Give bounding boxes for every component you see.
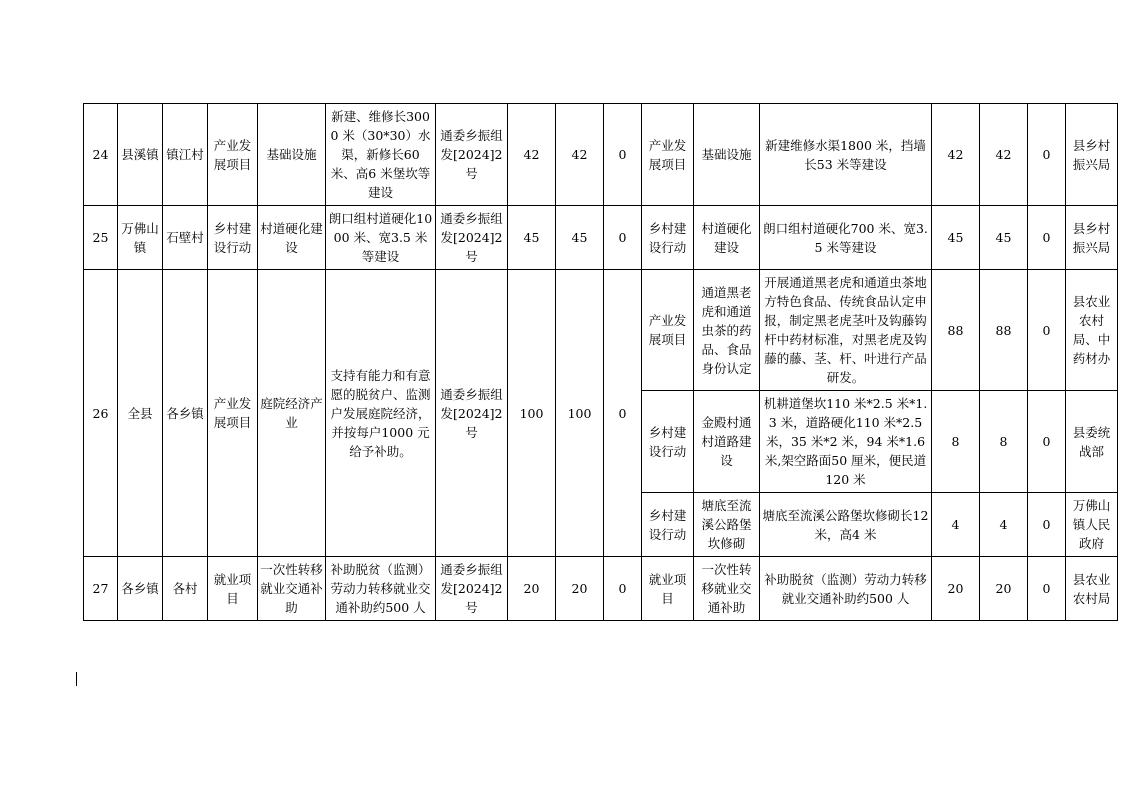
cell-sub-amount3: 0 (1028, 493, 1066, 557)
cell-town: 全县 (118, 270, 163, 557)
cell-sub-amount3: 0 (1028, 557, 1066, 621)
cell-subcategory: 一次性转移就业交通补助 (258, 557, 326, 621)
cell-sub-amount2: 45 (980, 206, 1028, 270)
cell-amount1: 100 (508, 270, 556, 557)
cell-sub-category: 就业项目 (642, 557, 694, 621)
cell-town: 县溪镇 (118, 104, 163, 206)
cell-sub-amount3: 0 (1028, 206, 1066, 270)
cell-sub-subcategory: 通道黑老虎和通道虫茶的药品、食品身份认定 (694, 270, 760, 391)
cell-sub-category: 产业发展项目 (642, 270, 694, 391)
cell-sub-amount1: 88 (932, 270, 980, 391)
cell-seq: 25 (84, 206, 118, 270)
cell-category: 乡村建设行动 (208, 206, 258, 270)
cell-seq: 24 (84, 104, 118, 206)
cell-amount1: 45 (508, 206, 556, 270)
cell-sub-unit: 县农业农村局、中药材办 (1066, 270, 1118, 391)
cell-town: 各乡镇 (118, 557, 163, 621)
cell-amount3: 0 (604, 206, 642, 270)
cell-subcategory: 村道硬化建设 (258, 206, 326, 270)
cell-amount3: 0 (604, 270, 642, 557)
cell-sub-amount3: 0 (1028, 391, 1066, 493)
cell-content: 补助脱贫（监测）劳动力转移就业交通补助约500 人 (326, 557, 436, 621)
project-plan-table (83, 103, 1118, 621)
cell-doc-no: 通委乡振组发[2024]2 号 (436, 206, 508, 270)
cell-sub-subcategory: 基础设施 (694, 104, 760, 206)
cell-sub-content: 机耕道堡坎110 米*2.5 米*1.3 米，道路硬化110 米*2.5 米，35 米*2 米，94 米*1.6 米,架空路面50 厘米，便民道120 米 (760, 391, 932, 493)
cell-sub-unit: 万佛山镇人民政府 (1066, 493, 1118, 557)
cell-village: 各村 (163, 557, 208, 621)
cell-sub-amount2: 88 (980, 270, 1028, 391)
cell-sub-subcategory: 村道硬化建设 (694, 206, 760, 270)
cell-sub-subcategory: 金殿村通村道路建设 (694, 391, 760, 493)
cell-sub-amount1: 4 (932, 493, 980, 557)
cell-sub-unit: 县农业农村局 (1066, 557, 1118, 621)
cell-sub-category: 乡村建设行动 (642, 493, 694, 557)
cell-town: 万佛山镇 (118, 206, 163, 270)
cell-sub-content: 补助脱贫（监测）劳动力转移就业交通补助约500 人 (760, 557, 932, 621)
cell-sub-amount1: 20 (932, 557, 980, 621)
table-row (84, 206, 1118, 270)
cell-sub-content: 朗口组村道硬化700 米、宽3.5 米等建设 (760, 206, 932, 270)
cell-doc-no: 通委乡振组发[2024]2 号 (436, 557, 508, 621)
cell-sub-unit: 县乡村振兴局 (1066, 104, 1118, 206)
cell-sub-content: 开展通道黑老虎和通道虫茶地方特色食品、传统食品认定申报，制定黑老虎茎叶及钩藤钩杆中药材标准，对黑老虎及钩藤的藤、茎、杆、叶进行产品研发。 (760, 270, 932, 391)
cell-amount2: 100 (556, 270, 604, 557)
cell-village: 镇江村 (163, 104, 208, 206)
table-row (84, 557, 1118, 621)
cell-sub-amount3: 0 (1028, 104, 1066, 206)
cell-amount3: 0 (604, 104, 642, 206)
cell-amount1: 20 (508, 557, 556, 621)
cell-village: 各乡镇 (163, 270, 208, 557)
cell-sub-amount2: 8 (980, 391, 1028, 493)
cell-sub-subcategory: 一次性转移就业交通补助 (694, 557, 760, 621)
cell-category: 就业项目 (208, 557, 258, 621)
cell-sub-category: 乡村建设行动 (642, 391, 694, 493)
cell-sub-subcategory: 塘底至流溪公路堡坎修砌 (694, 493, 760, 557)
cell-sub-category: 乡村建设行动 (642, 206, 694, 270)
cell-subcategory: 庭院经济产业 (258, 270, 326, 557)
cell-sub-amount2: 4 (980, 493, 1028, 557)
cell-sub-category: 产业发展项目 (642, 104, 694, 206)
cell-doc-no: 通委乡振组发[2024]2 号 (436, 270, 508, 557)
cell-category: 产业发展项目 (208, 104, 258, 206)
cell-subcategory: 基础设施 (258, 104, 326, 206)
cell-sub-amount1: 42 (932, 104, 980, 206)
table-row (84, 270, 1118, 391)
cell-sub-unit: 县委统战部 (1066, 391, 1118, 493)
cell-seq: 26 (84, 270, 118, 557)
cell-sub-amount3: 0 (1028, 270, 1066, 391)
cell-sub-amount1: 45 (932, 206, 980, 270)
cell-sub-amount1: 8 (932, 391, 980, 493)
cell-sub-amount2: 20 (980, 557, 1028, 621)
cell-amount2: 20 (556, 557, 604, 621)
cell-amount1: 42 (508, 104, 556, 206)
cell-village: 石壁村 (163, 206, 208, 270)
cell-amount2: 45 (556, 206, 604, 270)
cell-sub-content: 塘底至流溪公路堡坎修砌长12 米，高4 米 (760, 493, 932, 557)
cell-sub-amount2: 42 (980, 104, 1028, 206)
page-tick-mark (76, 672, 77, 686)
cell-amount2: 42 (556, 104, 604, 206)
table-row (84, 104, 1118, 206)
cell-sub-content: 新建维修水渠1800 米，挡墙长53 米等建设 (760, 104, 932, 206)
cell-sub-unit: 县乡村振兴局 (1066, 206, 1118, 270)
cell-content: 朗口组村道硬化1000 米、宽3.5 米等建设 (326, 206, 436, 270)
cell-category: 产业发展项目 (208, 270, 258, 557)
cell-seq: 27 (84, 557, 118, 621)
cell-content: 支持有能力和有意愿的脱贫户、监测户发展庭院经济，并按每户1000 元给予补助。 (326, 270, 436, 557)
cell-doc-no: 通委乡振组发[2024]2 号 (436, 104, 508, 206)
cell-amount3: 0 (604, 557, 642, 621)
cell-content: 新建、维修长3000 米（30*30）水渠，新修长60 米、高6 米堡坎等建设 (326, 104, 436, 206)
